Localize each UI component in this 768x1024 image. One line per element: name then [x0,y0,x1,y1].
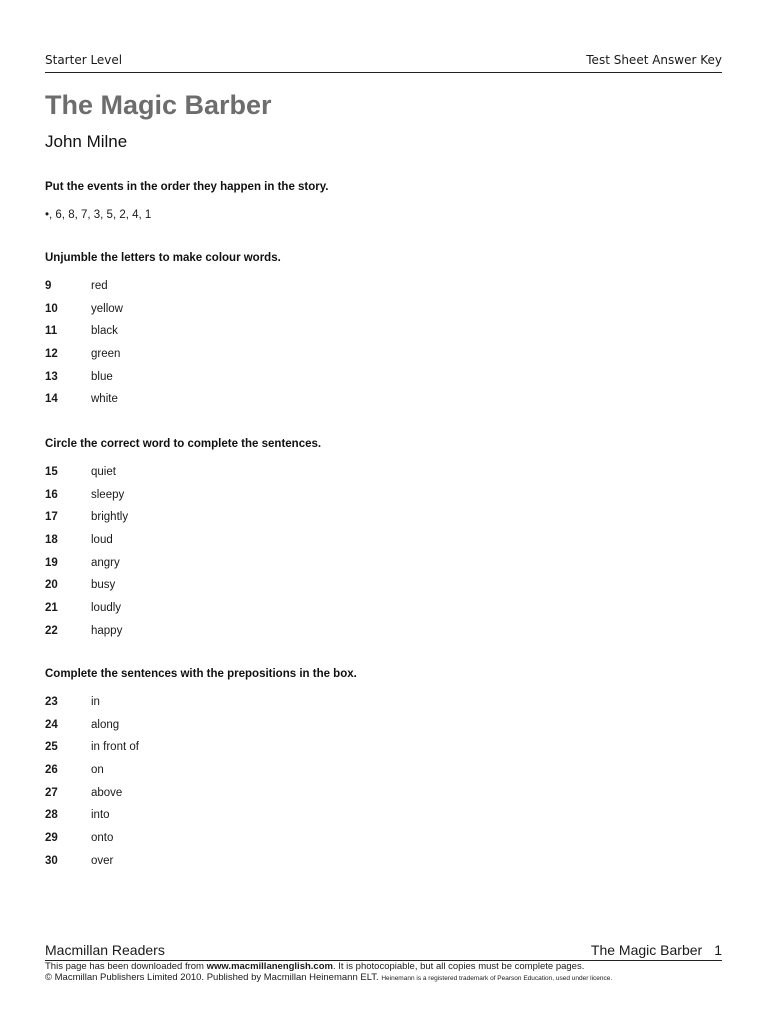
question-number: 11 [45,325,58,338]
photocopy-notice [45,961,584,972]
answer-row [45,533,725,556]
copyright-line [45,972,612,984]
section-heading: Complete the sentences with the prepositions in the box. [45,668,357,680]
answer-text: in [91,696,100,708]
answer-row [45,718,725,741]
answer-text: above [91,786,123,799]
footer-book-info [591,942,722,958]
question-number: 25 [45,741,58,754]
question-number: 26 [45,764,58,777]
answer-row [45,370,725,393]
answer-text: into [91,809,110,822]
answer-row [45,695,725,718]
answer-text: angry [91,556,120,569]
answer-row [45,279,725,302]
question-number: 12 [45,348,58,361]
question-number: 30 [45,854,58,867]
answer-text: blue [91,370,113,383]
answer-text: black [91,325,118,338]
answer-text: green [91,348,121,361]
answer-row [45,601,725,624]
question-number: 23 [45,696,58,708]
question-number: 17 [45,511,58,524]
website-link[interactable]: www.macmillanenglish.com [206,961,333,972]
answer-row [45,763,725,786]
answer-text: over [91,854,114,867]
event-sequence-answer: •, 6, 8, 7, 3, 5, 2, 4, 1 [45,209,152,221]
answer-text: happy [91,624,123,637]
answer-row [45,578,725,601]
answer-text: in front of [91,741,139,754]
answer-row [45,347,725,370]
section-heading: Put the events in the order they happen in the story. [45,181,329,193]
answer-text: busy [91,579,116,592]
answer-row [45,488,725,511]
question-number: 18 [45,534,58,547]
page-footer [45,942,722,961]
trademark-text: Heinemann is a registered trademark of Pearson Education, used under licence. [381,975,613,982]
answer-row [45,302,725,325]
answer-row [45,392,725,415]
answer-text: on [91,764,104,777]
answer-row [45,740,725,763]
question-number: 22 [45,624,58,637]
answer-row [45,786,725,809]
answer-text: white [91,393,118,406]
question-number: 14 [45,393,58,406]
section-heading: Unjumble the letters to make colour words. [45,252,281,264]
level-label: Starter Level [45,53,123,67]
author-name: John Milne [45,132,128,151]
page-header [45,52,722,73]
page-number: 1 [714,942,722,958]
question-number: 24 [45,718,58,731]
section-correct-word [45,437,725,647]
answer-row [45,624,725,647]
question-number: 28 [45,809,58,822]
question-number: 19 [45,556,58,569]
answer-text: onto [91,832,114,845]
doc-type-label: Test Sheet Answer Key [586,53,722,67]
answer-text: red [91,280,108,292]
section-heading: Circle the correct word to complete the sentences. [45,438,322,450]
answer-text: loudly [91,602,122,615]
question-number: 21 [45,602,58,615]
section-event-order [45,180,725,222]
answer-text: along [91,718,120,731]
question-number: 27 [45,786,58,799]
answer-text: brightly [91,511,129,524]
answer-row [45,510,725,533]
section-colour-words [45,251,725,415]
page-title: The Magic Barber [45,90,272,120]
answer-row [45,324,725,347]
section-prepositions [45,667,725,877]
question-number: 9 [45,280,52,292]
question-number: 13 [45,370,58,383]
series-name: Macmillan Readers [45,942,165,958]
answer-row [45,465,725,488]
answer-row [45,556,725,579]
book-title: The Magic Barber [590,942,703,958]
question-number: 16 [45,488,58,501]
answer-text: sleepy [91,488,125,501]
answer-row [45,854,725,877]
answer-text: loud [91,534,113,547]
question-number: 15 [45,466,58,478]
answer-text: quiet [91,466,116,478]
question-number: 29 [45,832,58,845]
answer-row [45,808,725,831]
copyright-text: © Macmillan Publishers Limited 2010. Published by Macmillan Heinemann ELT. [45,972,379,983]
answer-row [45,831,725,854]
notice-text-end: . It is photocopiable, but all copies must be complete pages. [332,961,585,972]
answer-text: yellow [91,302,123,315]
question-number: 10 [45,302,58,315]
notice-text: This page has been downloaded from [45,961,207,972]
question-number: 20 [45,579,58,592]
